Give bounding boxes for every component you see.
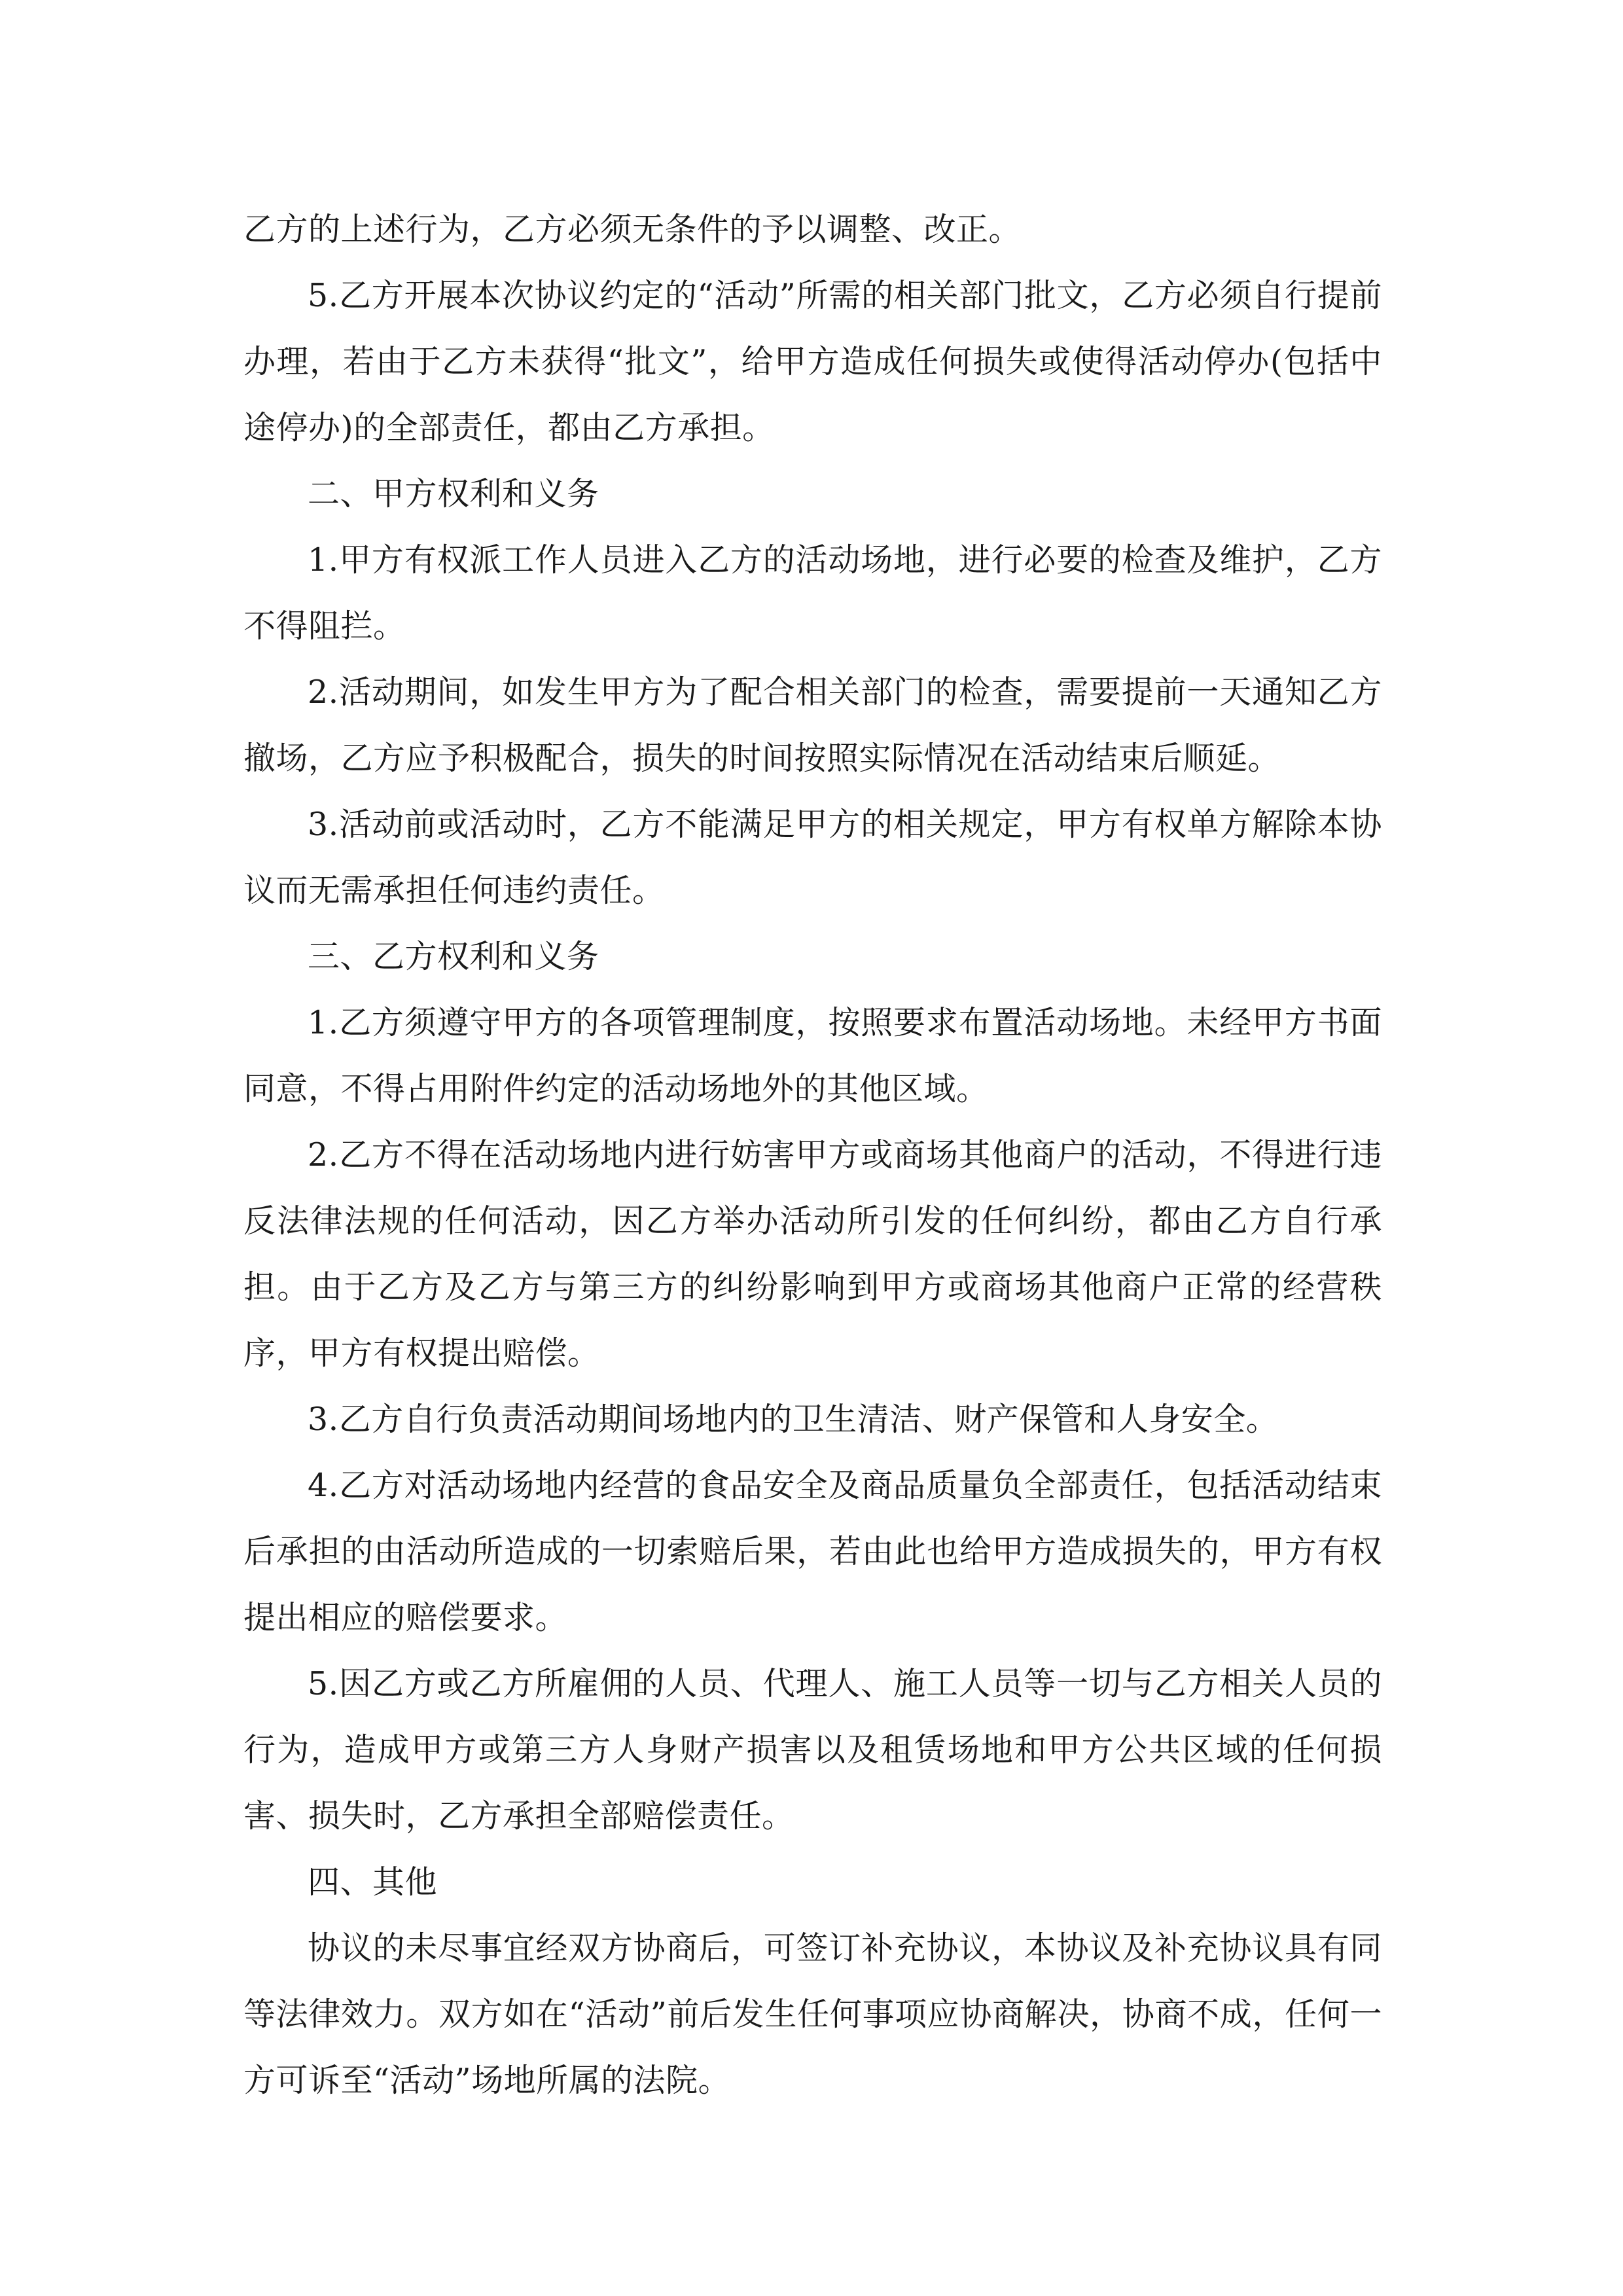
paragraph-clause-2-1: 1.甲方有权派工作人员进入乙方的活动场地，进行必要的检查及维护，乙方不得阻拦。 xyxy=(243,541,1382,645)
paragraph-clause-1-5: 5.乙方开展本次协议约定的“活动”所需的相关部门批文，乙方必须自行提前办理，若由于乙方未获得“批文”，给甲方造成任何损失或使得活动停办(包括中途停办)的全部责任，都由乙方承担。 xyxy=(243,277,1382,446)
paragraph-clause-2-3: 3.活动前或活动时，乙方不能满足甲方的相关规定，甲方有权单方解除本协议而无需承担任何违约责任。 xyxy=(243,806,1382,909)
document-body xyxy=(243,196,1382,2113)
paragraph-clause-3-1: 1.乙方须遵守甲方的各项管理制度，按照要求布置活动场地。未经甲方书面同意，不得占用附件约定的活动场地外的其他区域。 xyxy=(243,1004,1382,1107)
paragraph-clause-2-2: 2.活动期间，如发生甲方为了配合相关部门的检查，需要提前一天通知乙方撤场，乙方应予积极配合，损失的时间按照实际情况在活动结束后顺延。 xyxy=(243,673,1382,777)
paragraph-clause-3-5: 5.因乙方或乙方所雇佣的人员、代理人、施工人员等一切与乙方相关人员的行为，造成甲方或第三方人身财产损害以及租赁场地和甲方公共区域的任何损害、损失时，乙方承担全部赔偿责任。 xyxy=(243,1665,1382,1835)
paragraph-clause-3-3: 3.乙方自行负责活动期间场地内的卫生清洁、财产保管和人身安全。 xyxy=(308,1401,1279,1438)
section-heading-party-b-rights: 三、乙方权利和义务 xyxy=(308,938,599,975)
section-heading-party-a-rights: 二、甲方权利和义务 xyxy=(308,475,599,512)
section-heading-other: 四、其他 xyxy=(308,1863,438,1901)
paragraph-continued: 乙方的上述行为，乙方必须无条件的予以调整、改正。 xyxy=(243,211,1022,248)
paragraph-clause-3-4: 4.乙方对活动场地内经营的食品安全及商品质量负全部责任，包括活动结束后承担的由活动所造成的一切索赔后果，若由此也给甲方造成损失的，甲方有权提出相应的赔偿要求。 xyxy=(243,1467,1382,1636)
paragraph-other-terms: 协议的未尽事宜经双方协商后，可签订补充协议，本协议及补充协议具有同等法律效力。双方如在“活动”前后发生任何事项应协商解决，协商不成，任何一方可诉至“活动”场地所属的法院。 xyxy=(243,1929,1382,2099)
paragraph-clause-3-2: 2.乙方不得在活动场地内进行妨害甲方或商场其他商户的活动，不得进行违反法律法规的任何活动，因乙方举办活动所引发的任何纠纷，都由乙方自行承担。由于乙方及乙方与第三方的纠纷影响到甲方或商场其他商户正常的经营秩序，甲方有权提出赔偿。 xyxy=(243,1136,1382,1372)
